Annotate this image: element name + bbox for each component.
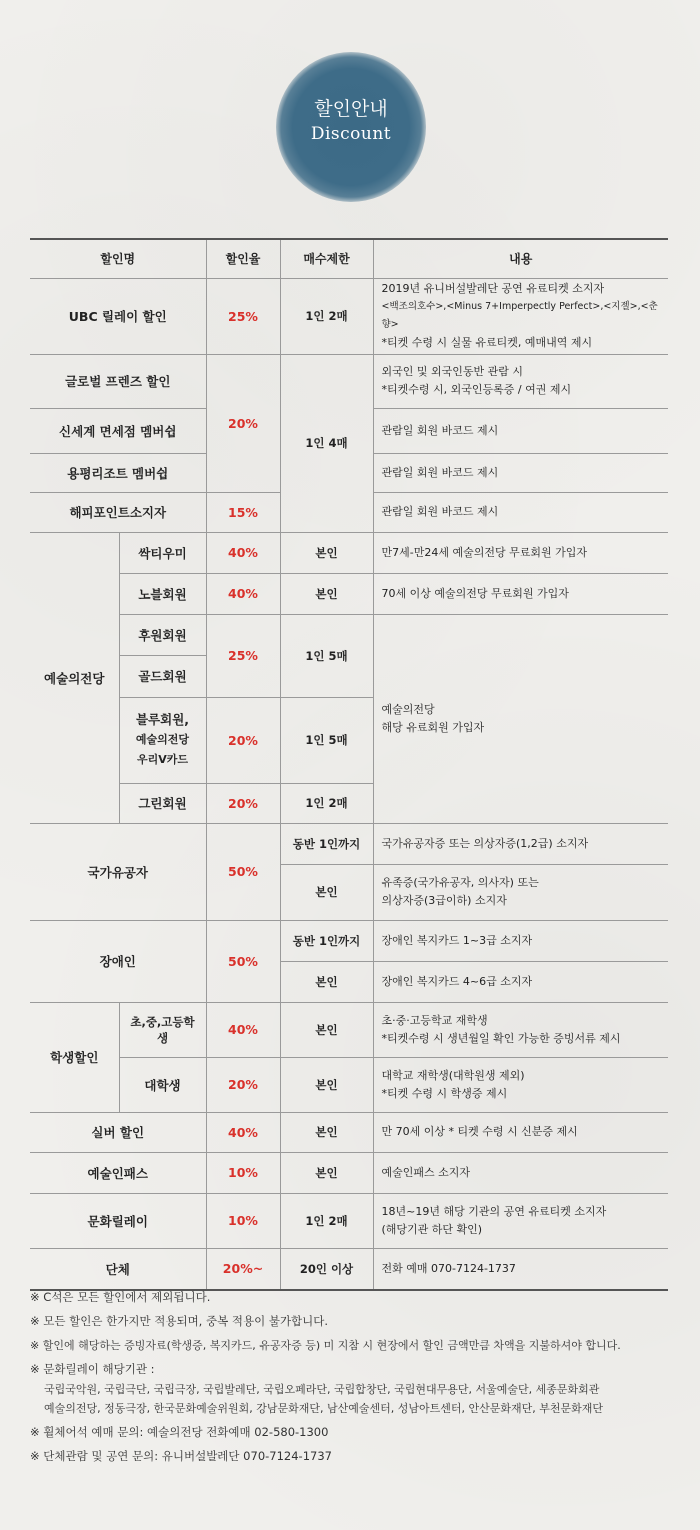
table-row xyxy=(30,823,668,864)
notes-section xyxy=(30,1287,680,1470)
row-name: 해피포인트소지자 xyxy=(30,492,206,532)
desc-line: 유족증(국가유공자, 의사자) 또는 xyxy=(381,876,539,889)
row-desc xyxy=(373,1193,668,1248)
row-name: 용평리조트 멤버쉽 xyxy=(30,453,206,492)
note-line: ※ 모든 할인은 한가지만 적용되며, 중복 적용이 불가합니다. xyxy=(30,1314,329,1328)
table-row xyxy=(30,614,668,655)
row-desc: 전화 예매 070-7124-1737 xyxy=(373,1248,668,1290)
row-rate: 10% xyxy=(206,1193,280,1248)
table-row xyxy=(30,278,668,354)
row-name: 노블회원 xyxy=(119,573,206,614)
desc-line: *티켓 수령 시 학생증 제시 xyxy=(381,1086,508,1100)
name-line: 예술의전당 xyxy=(135,733,190,746)
row-name: UBC 릴레이 할인 xyxy=(30,278,206,354)
row-name: 대학생 xyxy=(119,1057,206,1112)
row-rate: 40% xyxy=(206,1002,280,1057)
desc-line: *티켓수령 시 생년월일 확인 가능한 증빙서류 제시 xyxy=(381,1031,621,1045)
header-desc: 내용 xyxy=(373,239,668,278)
row-desc: 관람일 회원 바코드 제시 xyxy=(373,492,668,532)
row-desc xyxy=(373,1057,668,1112)
row-desc: 관람일 회원 바코드 제시 xyxy=(373,453,668,492)
row-name: 장애인 xyxy=(30,920,206,1002)
row-limit: 1인 5매 xyxy=(280,697,373,783)
row-name: 그린회원 xyxy=(119,783,206,823)
row-desc: 70세 이상 예술의전당 무료회원 가입자 xyxy=(373,573,668,614)
row-rate: 40% xyxy=(206,573,280,614)
desc-line: 의상자증(3급이하) 소지자 xyxy=(381,894,507,907)
row-limit: 동반 1인까지 xyxy=(280,823,373,864)
row-limit: 본인 xyxy=(280,864,373,920)
row-rate: 25% xyxy=(206,614,280,697)
header-limit: 매수제한 xyxy=(280,239,373,278)
row-limit: 1인 2매 xyxy=(280,783,373,823)
row-rate: 20% xyxy=(206,354,280,492)
row-limit: 1인 4매 xyxy=(280,354,373,532)
note-line: 국립국악원, 국립극단, 국립극장, 국립발레단, 국립오페라단, 국립합창단, 국립현대무용단, 서울예술단, 세종문화회관 xyxy=(44,1383,600,1396)
row-name: 초,중,고등학생 xyxy=(119,1002,206,1057)
row-desc: 예술인패스 소지자 xyxy=(373,1152,668,1193)
note-line: ※ 할인에 해당하는 증빙자료(학생증, 복지카드, 유공자증 등) 미 지참 시 현장에서 할인 금액만큼 차액을 지불하셔야 합니다. xyxy=(30,1339,621,1352)
note-line: ※ C석은 모든 할인에서 제외됩니다. xyxy=(30,1290,211,1304)
row-name: 문화릴레이 xyxy=(30,1193,206,1248)
row-desc xyxy=(373,278,668,354)
desc-line: 초·중·고등학교 재학생 xyxy=(381,1013,488,1027)
table-row xyxy=(30,1112,668,1152)
row-desc: 장애인 복지카드 4~6급 소지자 xyxy=(373,961,668,1002)
row-desc xyxy=(373,614,668,823)
note-line: 예술의전당, 정동극장, 한국문화예술위원회, 강남문화재단, 남산예술센터, 성남아트센터, 안산문화재단, 부천문화재단 xyxy=(44,1402,603,1415)
row-rate: 20% xyxy=(206,1057,280,1112)
row-desc: 장애인 복지카드 1~3급 소지자 xyxy=(373,920,668,961)
group-name: 학생할인 xyxy=(30,1002,119,1112)
row-desc xyxy=(373,1002,668,1057)
desc-line: 대학교 재학생(대학원생 제외) xyxy=(381,1068,525,1082)
table-row xyxy=(30,920,668,961)
row-rate: 10% xyxy=(206,1152,280,1193)
row-desc: 국가유공자증 또는 의상자증(1,2급) 소지자 xyxy=(373,823,668,864)
discount-badge xyxy=(276,52,426,202)
table-row xyxy=(30,1002,668,1057)
row-name: 골드회원 xyxy=(119,655,206,697)
row-limit: 1인 5매 xyxy=(280,614,373,697)
desc-line: *티켓 수령 시 실물 유료티켓, 예매내역 제시 xyxy=(381,336,593,349)
name-line: 블루회원, xyxy=(135,712,190,727)
row-limit: 동반 1인까지 xyxy=(280,920,373,961)
row-rate: 15% xyxy=(206,492,280,532)
row-desc xyxy=(373,354,668,408)
row-rate: 20% xyxy=(206,697,280,783)
group-name: 예술의전당 xyxy=(30,532,119,823)
header-name: 할인명 xyxy=(30,239,206,278)
desc-line: (해당기관 하단 확인) xyxy=(381,1222,483,1236)
row-name: 싹티우미 xyxy=(119,532,206,573)
table-header-row xyxy=(30,239,668,278)
note-line: ※ 문화릴레이 해당기관 : xyxy=(30,1362,155,1376)
desc-line: 예술의전당 xyxy=(381,702,435,716)
table-row xyxy=(30,532,668,573)
row-name xyxy=(119,697,206,783)
row-desc xyxy=(373,864,668,920)
row-name: 글로벌 프렌즈 할인 xyxy=(30,354,206,408)
row-rate: 20% xyxy=(206,783,280,823)
header-rate: 할인율 xyxy=(206,239,280,278)
desc-line: 2019년 유니버설발레단 공연 유료티켓 소지자 xyxy=(381,282,605,295)
row-rate: 50% xyxy=(206,823,280,920)
row-limit: 본인 xyxy=(280,961,373,1002)
badge-title-en: Discount xyxy=(310,124,392,144)
row-limit: 1인 2매 xyxy=(280,1193,373,1248)
row-rate: 25% xyxy=(206,278,280,354)
table-row xyxy=(30,1152,668,1193)
row-desc: 만7세-만24세 예술의전당 무료회원 가입자 xyxy=(373,532,668,573)
table-row xyxy=(30,1057,668,1112)
desc-line: <백조의호수>,<Minus 7+Imperpectly Perfect>,<지젤>,<춘향> xyxy=(381,301,658,330)
name-line: 우리V카드 xyxy=(136,753,189,766)
row-rate: 40% xyxy=(206,532,280,573)
row-name: 후원회원 xyxy=(119,614,206,655)
row-name: 실버 할인 xyxy=(30,1112,206,1152)
table-row xyxy=(30,354,668,408)
table-row xyxy=(30,1193,668,1248)
row-name: 신세계 면세점 멤버쉽 xyxy=(30,408,206,453)
note-line: ※ 휠체어석 예매 문의: 예술의전당 전화예매 02-580-1300 xyxy=(30,1425,329,1439)
row-name: 국가유공자 xyxy=(30,823,206,920)
row-desc: 관람일 회원 바코드 제시 xyxy=(373,408,668,453)
row-limit: 1인 2매 xyxy=(280,278,373,354)
row-rate: 50% xyxy=(206,920,280,1002)
discount-table xyxy=(30,238,668,1291)
desc-line: *티켓수령 시, 외국인등록증 / 여권 제시 xyxy=(381,383,572,396)
table-row xyxy=(30,1248,668,1290)
table-row xyxy=(30,573,668,614)
desc-line: 18년~19년 해당 기관의 공연 유료티켓 소지자 xyxy=(381,1204,607,1218)
row-limit: 20인 이상 xyxy=(280,1248,373,1290)
row-limit: 본인 xyxy=(280,1152,373,1193)
row-limit: 본인 xyxy=(280,1112,373,1152)
row-desc: 만 70세 이상 * 티켓 수령 시 신분증 제시 xyxy=(373,1112,668,1152)
row-name: 단체 xyxy=(30,1248,206,1290)
row-limit: 본인 xyxy=(280,1057,373,1112)
row-limit: 본인 xyxy=(280,532,373,573)
row-rate: 20%~ xyxy=(206,1248,280,1290)
desc-line: 해당 유료회원 가입자 xyxy=(381,720,485,734)
row-limit: 본인 xyxy=(280,573,373,614)
row-rate: 40% xyxy=(206,1112,280,1152)
note-line: ※ 단체관람 및 공연 문의: 유니버설발레단 070-7124-1737 xyxy=(30,1449,332,1463)
row-limit: 본인 xyxy=(280,1002,373,1057)
badge-title-ko: 할인안내 xyxy=(314,98,388,120)
desc-line: 외국인 및 외국인동반 관람 시 xyxy=(381,365,523,378)
row-name: 예술인패스 xyxy=(30,1152,206,1193)
